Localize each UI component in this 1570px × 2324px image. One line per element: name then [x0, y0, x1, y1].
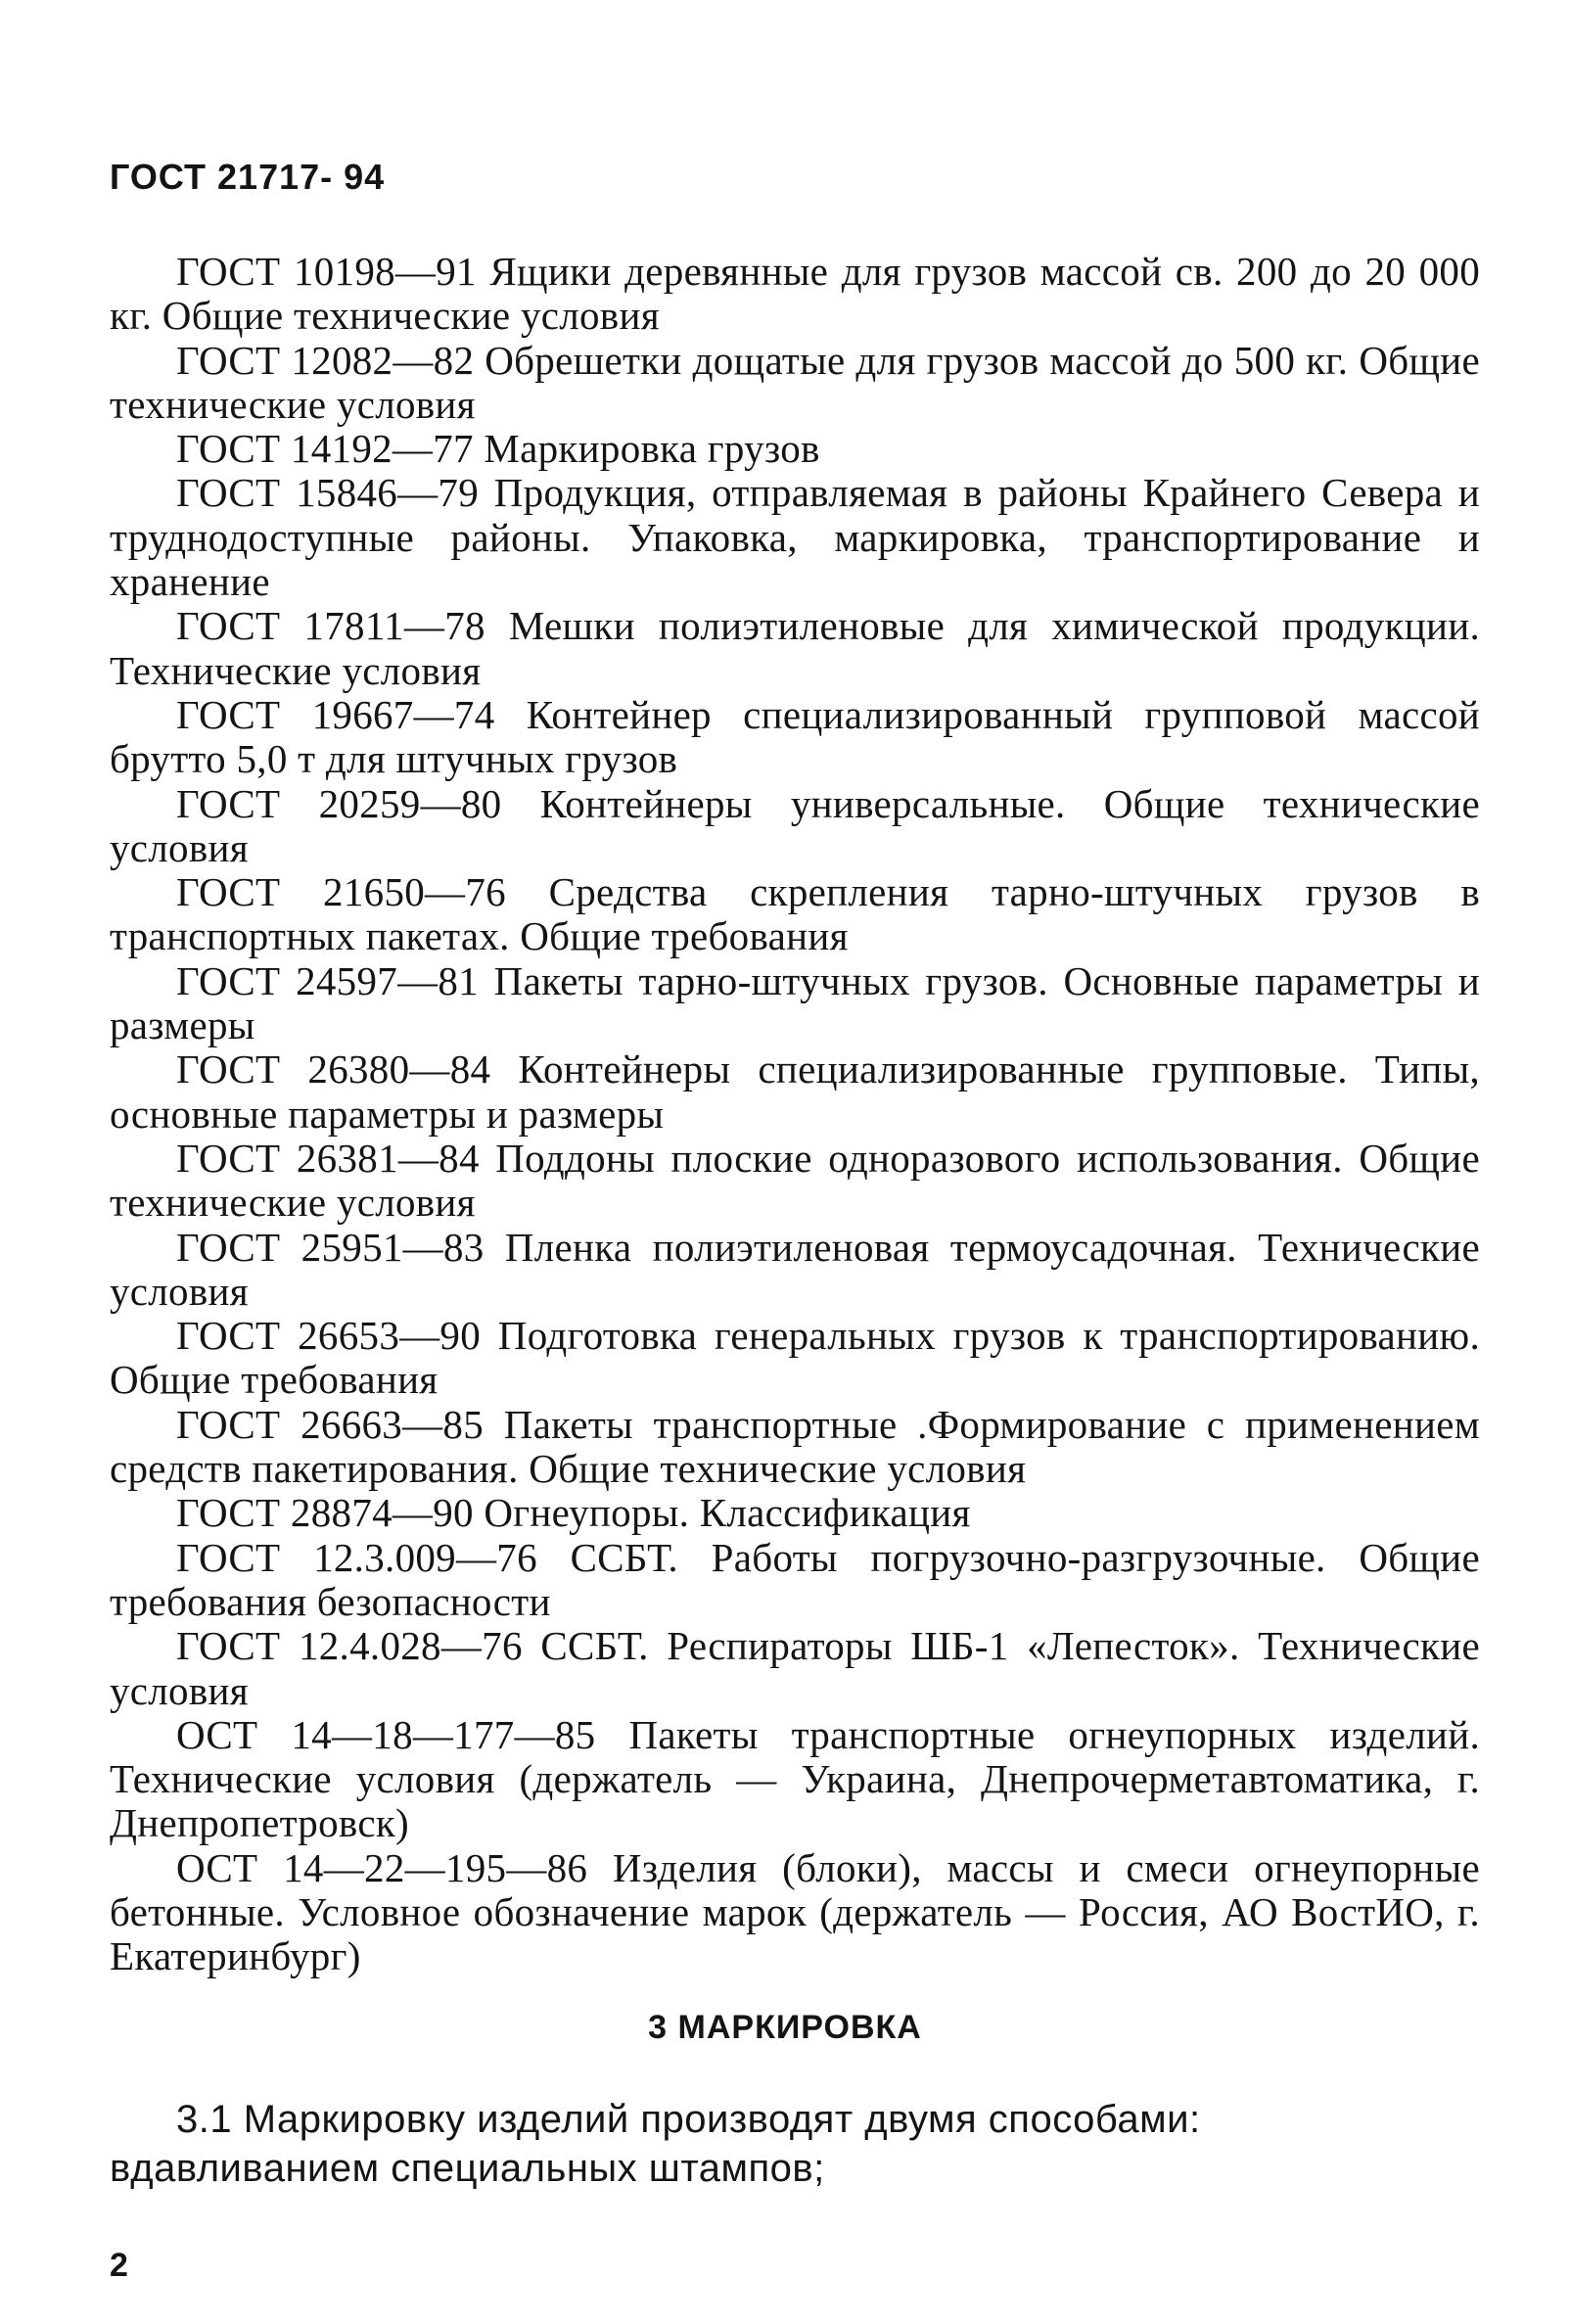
- reference-item: ГОСТ 26380—84 Контейнеры специализированные групповые. Типы, основные параметры и размеры: [110, 1046, 1480, 1137]
- reference-item: ГОСТ 24597—81 Пакеты тарно-штучных грузов. Основные параметры и размеры: [110, 957, 1480, 1048]
- reference-item: ОСТ 14—22—195—86 Изделия (блоки), массы и смеси огнеупорные бетонные. Условное обозначение марок (держатель — Россия, АО ВостИО, г. Екатеринбург): [110, 1844, 1480, 1979]
- reference-item: ГОСТ 26381—84 Поддоны плоские одноразового использования. Общие технические условия: [110, 1135, 1480, 1226]
- reference-item: ГОСТ 28874—90 Огнеупоры. Классификация: [176, 1490, 971, 1536]
- reference-item: ГОСТ 15846—79 Продукция, отправляемая в районы Крайнего Севера и труднодоступные районы. Упаковка, маркировка, транспортирование и хранение: [110, 470, 1480, 605]
- reference-item: ГОСТ 26663—85 Пакеты транспортные .Формирование с применением средств пакетирования. Общие технические условия: [110, 1401, 1480, 1492]
- reference-item: ГОСТ 19667—74 Контейнер специализированный групповой массой брутто 5,0 т для штучных грузов: [110, 691, 1480, 782]
- document-header: ГОСТ 21717- 94: [110, 157, 386, 197]
- reference-item: ГОСТ 12.4.028—76 ССБТ. Респираторы ШБ-1 «Лепесток». Технические условия: [110, 1623, 1480, 1713]
- reference-item: ГОСТ 21650—76 Средства скрепления тарно-штучных грузов в транспортных пакетах. Общие требования: [110, 869, 1480, 959]
- clause-text-line: 3.1 Маркировку изделий производят двумя способами:: [176, 2098, 1201, 2141]
- reference-item: ГОСТ 20259—80 Контейнеры универсальные. Общие технические условия: [110, 780, 1480, 870]
- section-heading: 3 МАРКИРОВКА: [648, 2009, 922, 2046]
- clause-3-1: [110, 2095, 1480, 2193]
- reference-item: ОСТ 14—18—177—85 Пакеты транспортные огнеупорных изделий. Технические условия (держатель — Украина, Днепрочерметавтоматика, г. Днепропетровск): [110, 1711, 1480, 1846]
- page-number: 2: [110, 2247, 128, 2284]
- reference-item: ГОСТ 12.3.009—76 ССБТ. Работы погрузочно-разгрузочные. Общие требования безопасности: [110, 1534, 1480, 1624]
- reference-item: ГОСТ 25951—83 Пленка полиэтиленовая термоусадочная. Технические условия: [110, 1224, 1480, 1314]
- reference-item: ГОСТ 12082—82 Обрешетки дощатые для грузов массой до 500 кг. Общие технические условия: [110, 337, 1480, 427]
- reference-item: ГОСТ 17811—78 Мешки полиэтиленовые для химической продукции. Технические условия: [110, 603, 1480, 693]
- reference-item: ГОСТ 14192—77 Маркировка грузов: [176, 426, 820, 472]
- reference-item: ГОСТ 10198—91 Ящики деревянные для грузов массой св. 200 до 20 000 кг. Общие технические условия: [110, 249, 1480, 339]
- clause-text-line: вдавливанием специальных штампов;: [110, 2147, 825, 2190]
- normative-references-list: [110, 250, 1480, 1979]
- reference-item: ГОСТ 26653—90 Подготовка генеральных грузов к транспортированию. Общие требования: [110, 1313, 1480, 1403]
